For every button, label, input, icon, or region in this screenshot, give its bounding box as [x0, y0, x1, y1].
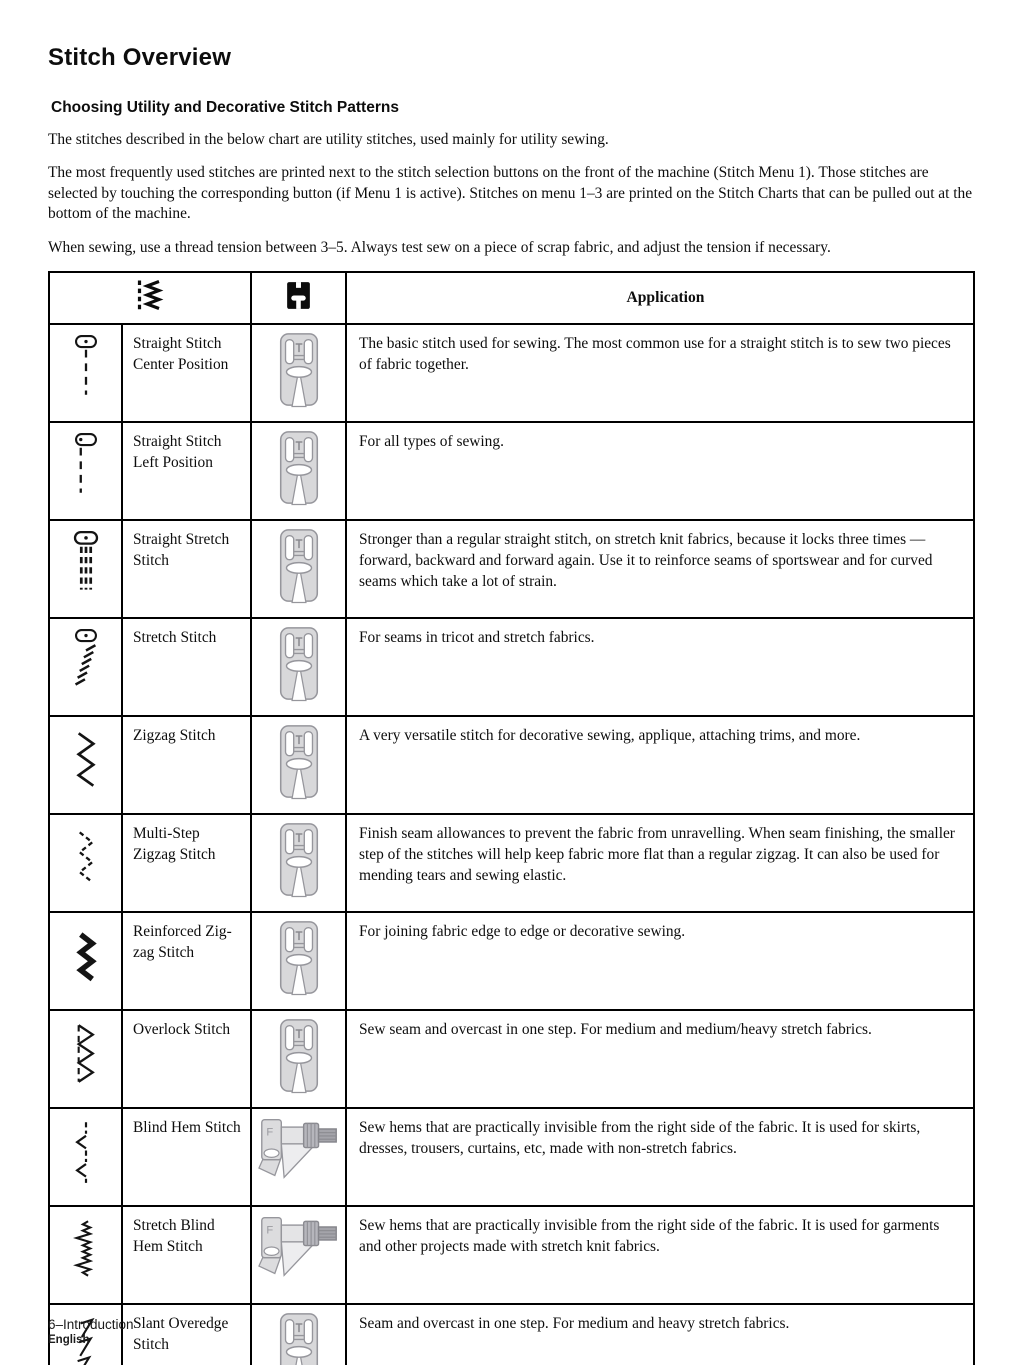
stitch-name: Multi-Step Zigzag Stitch	[133, 825, 216, 864]
stitch-name: Stretch Blind Hem Stitch	[133, 1217, 215, 1256]
stitch-name: Straight Stitch Left Position	[133, 433, 222, 472]
application-cell	[346, 1304, 974, 1365]
table-row	[49, 422, 974, 520]
straight-center-stitch-icon	[65, 334, 107, 401]
foot-blind-hem-icon	[256, 1115, 342, 1182]
table-row	[49, 1206, 974, 1304]
presser-foot-cell	[251, 716, 346, 814]
foot-standard-icon	[272, 331, 326, 408]
application-cell	[346, 912, 974, 1010]
foot-standard-icon	[272, 625, 326, 702]
reinforced-zigzag-stitch-icon	[65, 922, 107, 989]
overlock-stitch-icon	[65, 1020, 107, 1087]
stitch-pattern-icon	[135, 277, 165, 314]
application-cell	[346, 1206, 974, 1304]
presser-foot-cell	[251, 1206, 346, 1304]
presser-foot-column-header	[251, 272, 346, 324]
stitch-overview-table	[48, 271, 975, 1365]
stitch-name: Overlock Stitch	[133, 1021, 231, 1039]
stitch-name-cell	[122, 1304, 251, 1365]
table-row	[49, 1010, 974, 1108]
zigzag-stitch-icon	[65, 726, 107, 793]
stretch-blind-hem-stitch-icon	[65, 1216, 107, 1283]
stitch-symbol-cell	[49, 324, 122, 422]
foot-standard-icon	[272, 1017, 326, 1094]
application-cell	[346, 520, 974, 618]
stitch-name: Straight Stretch Stitch	[133, 531, 230, 570]
application-column-header: Application	[346, 272, 974, 324]
stitch-name-cell	[122, 324, 251, 422]
table-row	[49, 520, 974, 618]
presser-foot-icon	[285, 280, 312, 311]
table-row	[49, 716, 974, 814]
language-label: English	[48, 1334, 90, 1346]
stitch-symbol-cell	[49, 912, 122, 1010]
application-text: Finish seam allowances to prevent the fabric from unravelling. When seam finishing, the smaller step of the stitches will help keep fabric more flat than a regular zigzag. It can also be used for mending tears and sewing elastic.	[359, 825, 955, 885]
presser-foot-cell	[251, 1010, 346, 1108]
application-cell	[346, 1010, 974, 1108]
foot-standard-icon	[272, 821, 326, 898]
foot-standard-icon	[272, 429, 326, 506]
multi-step-zigzag-stitch-icon	[65, 824, 107, 891]
stitch-symbol-cell	[49, 520, 122, 618]
application-cell	[346, 324, 974, 422]
stitch-symbol-cell	[49, 422, 122, 520]
straight-stretch-stitch-icon	[65, 530, 107, 597]
stitch-name-cell	[122, 814, 251, 912]
foot-standard-icon	[272, 723, 326, 800]
page-title: Stitch Overview	[48, 44, 232, 71]
foot-standard-icon	[272, 1311, 326, 1365]
stitch-name-cell	[122, 1206, 251, 1304]
application-text: For all types of sewing.	[359, 433, 504, 451]
application-cell	[346, 618, 974, 716]
stitch-symbol-cell	[49, 1206, 122, 1304]
section-heading: Choosing Utility and Decorative Stitch Patterns	[51, 99, 399, 116]
table-row	[49, 618, 974, 716]
application-text: A very versatile stitch for decorative sewing, applique, attaching trims, and more.	[359, 727, 861, 745]
presser-foot-cell	[251, 520, 346, 618]
stitch-symbol-cell	[49, 618, 122, 716]
presser-foot-cell	[251, 618, 346, 716]
stitch-name-cell	[122, 1108, 251, 1206]
stitch-symbol-cell	[49, 716, 122, 814]
application-cell	[346, 716, 974, 814]
intro-paragraph-1: The stitches described in the below chart are utility stitches, used mainly for utility sewing.	[48, 131, 609, 148]
application-text: Sew hems that are practically invisible from the right side of the fabric. It is used for garments and other projects made with stretch knit fabrics.	[359, 1217, 940, 1256]
stitch-name-cell	[122, 716, 251, 814]
stitch-name-cell	[122, 618, 251, 716]
stitch-name: Slant Overedge Stitch	[133, 1315, 229, 1354]
table-row	[49, 324, 974, 422]
stitch-name: Reinforced Zig-zag Stitch	[133, 923, 232, 962]
application-text: Seam and overcast in one step. For medium and heavy stretch fabrics.	[359, 1315, 790, 1333]
stitch-name-cell	[122, 912, 251, 1010]
application-text: For joining fabric edge to edge or decorative sewing.	[359, 923, 686, 941]
foot-standard-icon	[272, 919, 326, 996]
application-text: Sew hems that are practically invisible from the right side of the fabric. It is used for skirts, dresses, trousers, curtains, etc, made with non-stretch fabrics.	[359, 1119, 921, 1158]
application-cell	[346, 814, 974, 912]
presser-foot-cell	[251, 1108, 346, 1206]
table-row	[49, 1304, 974, 1365]
blind-hem-stitch-icon	[65, 1118, 107, 1185]
page-number: 6–Introduction	[48, 1317, 134, 1332]
stitch-table-body	[49, 324, 974, 1365]
application-text: Sew seam and overcast in one step. For medium and medium/heavy stretch fabrics.	[359, 1021, 872, 1039]
straight-left-stitch-icon	[65, 432, 107, 499]
stitch-name-cell	[122, 422, 251, 520]
application-text: For seams in tricot and stretch fabrics.	[359, 629, 595, 647]
stitch-name-cell	[122, 520, 251, 618]
stitch-column-header	[49, 272, 251, 324]
stitch-name: Blind Hem Stitch	[133, 1119, 241, 1137]
stretch-stitch-icon	[65, 628, 107, 695]
presser-foot-cell	[251, 1304, 346, 1365]
table-header-row	[49, 272, 974, 324]
presser-foot-cell	[251, 814, 346, 912]
stitch-symbol-cell	[49, 814, 122, 912]
table-row	[49, 912, 974, 1010]
foot-blind-hem-icon	[256, 1213, 342, 1280]
page-footer	[48, 1317, 134, 1346]
stitch-symbol-cell	[49, 1010, 122, 1108]
intro-paragraph-2: The most frequently used stitches are printed next to the stitch selection buttons on the front of the machine (Stitch Menu 1). Those stitches are selected by touching the corresponding button (if Menu 1 is active). Stitches on menu 1–3 are printed on the Stitch Charts that can be pulled out at the bottom of the machine.	[48, 164, 973, 223]
stitch-symbol-cell	[49, 1108, 122, 1206]
table-row	[49, 1108, 974, 1206]
stitch-name-cell	[122, 1010, 251, 1108]
stitch-name: Stretch Stitch	[133, 629, 217, 647]
presser-foot-cell	[251, 912, 346, 1010]
application-text: Stronger than a regular straight stitch, on stretch knit fabrics, because it locks three times — forward, backward and forward again. Use it to reinforce seams of sportswear and for curved seams which take a lot of strain.	[359, 531, 933, 591]
stitch-name: Zigzag Stitch	[133, 727, 216, 745]
intro-paragraph-3: When sewing, use a thread tension between 3–5. Always test sew on a piece of scrap fabric, and adjust the tension if necessary.	[48, 238, 831, 256]
foot-standard-icon	[272, 527, 326, 604]
stitch-name: Straight Stitch Center Position	[133, 335, 229, 374]
application-cell	[346, 422, 974, 520]
presser-foot-cell	[251, 422, 346, 520]
presser-foot-cell	[251, 324, 346, 422]
application-cell	[346, 1108, 974, 1206]
table-row	[49, 814, 974, 912]
application-text: The basic stitch used for sewing. The most common use for a straight stitch is to sew two pieces of fabric together.	[359, 335, 951, 374]
